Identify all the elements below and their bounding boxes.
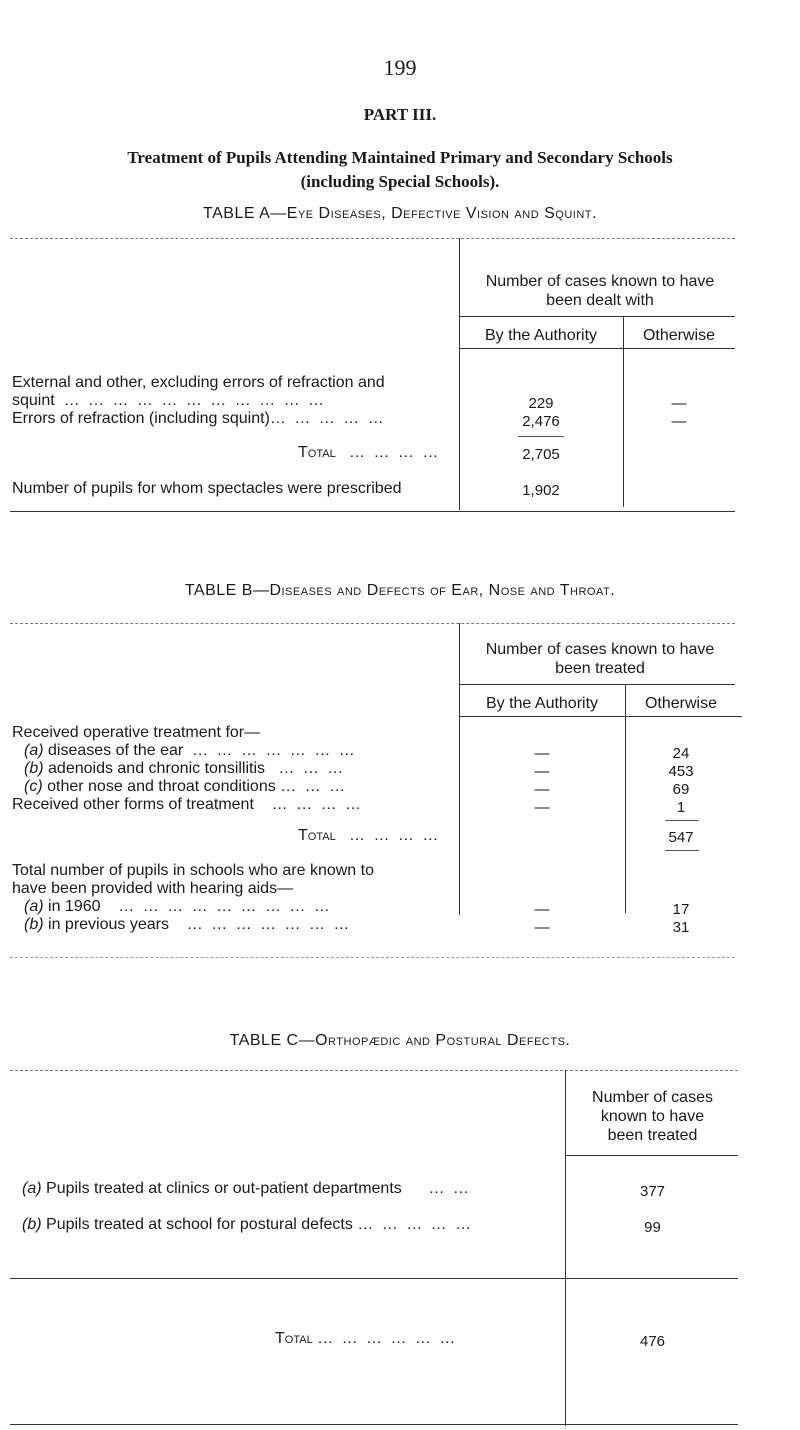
table-b-row-c-authority: — bbox=[534, 781, 550, 798]
table-c-header-line-2: known to have bbox=[600, 1108, 705, 1125]
table-c-total-label: Total … … … … … … bbox=[275, 1330, 458, 1347]
table-b-row-b-label: (b) adenoids and chronic tonsillitis … … … bbox=[24, 760, 346, 777]
table-b-row-other-authority: — bbox=[534, 799, 550, 816]
table-b-row-b-otherwise: 453 bbox=[668, 763, 694, 780]
table-a-sum-rule bbox=[518, 436, 564, 437]
table-b-row-other-otherwise: 1 bbox=[676, 799, 686, 816]
table-c-header-rule bbox=[565, 1155, 738, 1156]
table-b-row-a-label: (a) diseases of the ear … … … … … … … bbox=[24, 742, 357, 759]
table-a-row-1-label: External and other, excluding errors of refraction and bbox=[12, 374, 385, 391]
table-b-hearing-b-otherwise: 31 bbox=[672, 919, 690, 936]
table-b-header: Number of cases known to have been treated bbox=[485, 641, 715, 677]
table-b-hearing-a-authority: — bbox=[534, 901, 550, 918]
table-b-row-other-label: Received other forms of treatment … … … … bbox=[12, 796, 364, 813]
table-b-row-c-otherwise: 69 bbox=[672, 781, 690, 798]
table-c-row-a-label: (a) Pupils treated at clinics or out-patient departments … … bbox=[22, 1180, 471, 1197]
table-b-row-a-authority: — bbox=[534, 745, 550, 762]
subtitle-line-2: (including Special Schools). bbox=[300, 172, 500, 191]
table-a-row-1-authority: 229 bbox=[528, 395, 554, 412]
subtitle-line-1: Treatment of Pupils Attending Maintained Primary and Secondary Schools bbox=[127, 148, 673, 167]
table-c-bottom-rule bbox=[10, 1424, 738, 1425]
table-b-section-1-heading: Received operative treatment for— bbox=[12, 724, 261, 741]
table-c-header bbox=[565, 1088, 740, 1145]
table-b-row-b-authority: — bbox=[534, 763, 550, 780]
table-a-divider bbox=[459, 238, 460, 510]
table-b-total-label: Total … … … … bbox=[298, 827, 441, 844]
page-number: 199 bbox=[383, 55, 417, 80]
table-b-col-otherwise: Otherwise bbox=[644, 695, 718, 712]
table-c-total-rule bbox=[10, 1278, 738, 1279]
table-c-title: TABLE C—Orthopædic and Postural Defects. bbox=[229, 1032, 571, 1049]
table-b-section-2-line-1: Total number of pupils in schools who are known to bbox=[12, 862, 374, 879]
table-b-hearing-b-label: (b) in previous years … … … … … … … bbox=[24, 916, 352, 933]
table-b-bottom-rule bbox=[10, 957, 735, 958]
table-b-total-rule bbox=[665, 850, 699, 851]
table-b-title: TABLE B—Diseases and Defects of Ear, Nose and Throat. bbox=[184, 582, 616, 599]
table-b-header-rule bbox=[459, 684, 735, 685]
part-heading: PART III. bbox=[363, 105, 437, 124]
table-a-top-rule bbox=[10, 238, 735, 239]
table-a-bottom-rule bbox=[10, 511, 735, 512]
table-a-row-2-authority: 2,476 bbox=[522, 413, 560, 430]
table-c-header-line-1: Number of cases bbox=[592, 1089, 713, 1106]
table-c-row-b-label: (b) Pupils treated at school for postural defects … … … … … bbox=[22, 1216, 474, 1233]
table-b-sum-rule bbox=[665, 820, 699, 821]
table-b-row-a-otherwise: 24 bbox=[672, 745, 690, 762]
table-b-hearing-a-label: (a) in 1960 … … … … … … … … … bbox=[24, 898, 332, 915]
table-a-row-1-label-cont: squint … … … … … … … … … … … bbox=[12, 392, 327, 409]
table-a-colhead-rule bbox=[459, 348, 735, 349]
table-c-row-b-value: 99 bbox=[644, 1219, 661, 1236]
table-a-spectacles-label: Number of pupils for whom spectacles were prescribed bbox=[12, 480, 402, 497]
table-b-total-otherwise: 547 bbox=[668, 829, 694, 846]
table-b-hearing-b-authority: — bbox=[534, 919, 550, 936]
table-b-colhead-rule bbox=[459, 716, 742, 717]
table-a-total-label: Total … … … … bbox=[298, 444, 441, 461]
table-a-row-1-otherwise: — bbox=[671, 395, 687, 412]
table-b-row-c-label: (c) other nose and throat conditions … … … bbox=[24, 778, 348, 795]
page-subtitle bbox=[0, 146, 800, 194]
table-a-header-rule bbox=[459, 316, 735, 317]
table-a-title: TABLE A—Eye Diseases, Defective Vision and Squint. bbox=[203, 205, 597, 222]
table-c-row-a-value: 377 bbox=[639, 1183, 666, 1200]
table-a-col-divider bbox=[623, 317, 624, 507]
table-b-section-2-line-2: have been provided with hearing aids— bbox=[12, 880, 294, 897]
table-a-row-2-label: Errors of refraction (including squint)… … … … … bbox=[12, 410, 386, 427]
table-a-row-2-otherwise: — bbox=[671, 413, 687, 430]
table-a-spectacles-authority: 1,902 bbox=[522, 482, 560, 499]
table-c-header-line-3: been treated bbox=[607, 1127, 698, 1144]
table-a-col-authority: By the Authority bbox=[484, 327, 598, 344]
table-b-hearing-a-otherwise: 17 bbox=[672, 901, 690, 918]
table-a-col-otherwise: Otherwise bbox=[642, 327, 716, 344]
table-b-col-authority: By the Authority bbox=[485, 695, 599, 712]
table-c-total-value: 476 bbox=[639, 1333, 666, 1350]
table-b-top-rule bbox=[10, 623, 735, 624]
table-a-total-authority: 2,705 bbox=[522, 446, 560, 463]
table-a-header: Number of cases known to have been dealt with bbox=[485, 273, 715, 309]
table-c-top-rule bbox=[10, 1070, 738, 1071]
